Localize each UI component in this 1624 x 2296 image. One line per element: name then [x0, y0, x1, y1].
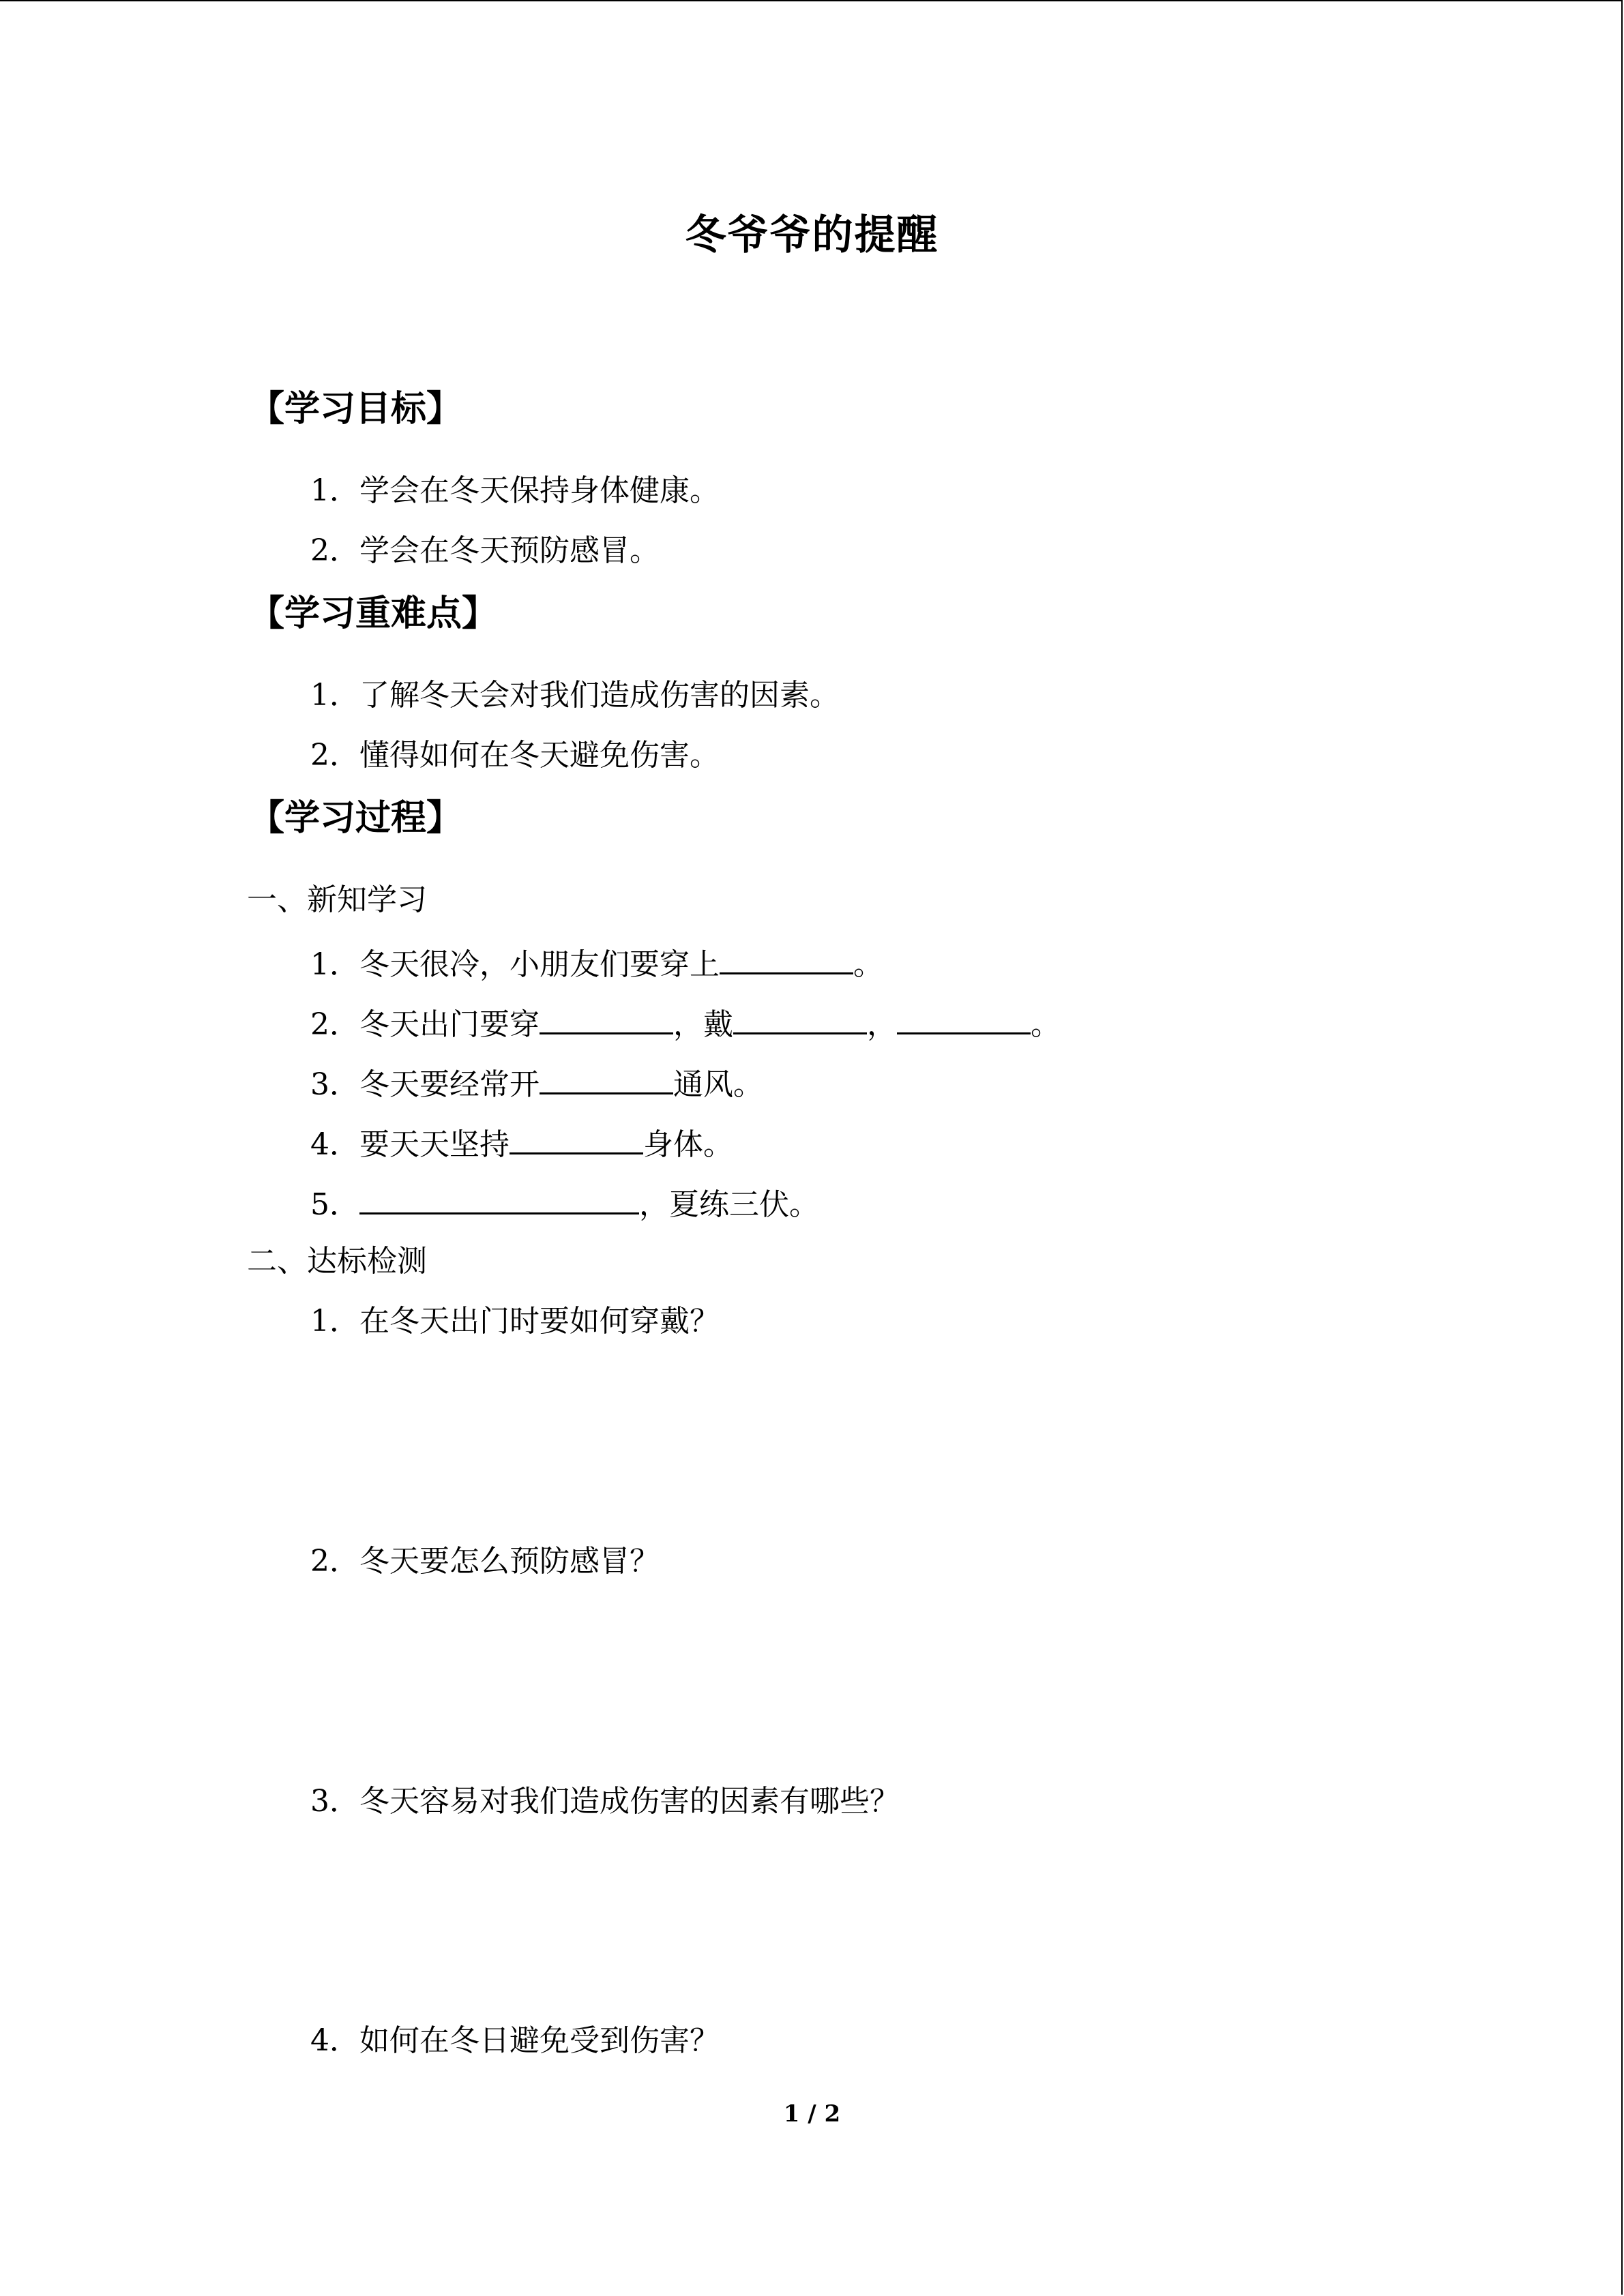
- process-heading: 【学习过程】: [249, 797, 462, 839]
- fill-question-2-text: 2．冬天出门要穿: [310, 1007, 540, 1042]
- fill-question-4-text: 4．要天天坚持: [310, 1127, 510, 1162]
- answer-blank[interactable]: [540, 1061, 673, 1094]
- fill-question-5-text: 5．: [310, 1187, 359, 1222]
- answer-blank[interactable]: [540, 1001, 673, 1034]
- assessment-heading: 二、达标检测: [247, 1244, 427, 1279]
- fill-question-1-end: 。: [853, 947, 883, 982]
- answer-blank[interactable]: [359, 1181, 639, 1214]
- fill-question-3-text: 3．冬天要经常开: [310, 1067, 540, 1102]
- objectives-heading: 【学习目标】: [249, 388, 462, 430]
- fill-question-3-end: 通风。: [673, 1067, 763, 1102]
- assessment-question-3: 3．冬天容易对我们造成伤害的因素有哪些？: [310, 1784, 900, 1819]
- answer-blank[interactable]: [733, 1001, 867, 1034]
- assessment-question-1: 1．在冬天出门时要如何穿戴？: [310, 1304, 720, 1339]
- fill-question-4: [310, 1121, 733, 1165]
- fill-question-1-text: 1．冬天很冷，小朋友们要穿上: [310, 947, 720, 982]
- key-point-item-1: 1．了解冬天会对我们造成伤害的因素。: [310, 678, 840, 713]
- fill-question-2-mid1: ，戴: [673, 1007, 733, 1042]
- key-points-heading: 【学习重难点】: [249, 593, 498, 634]
- fill-question-3: [310, 1061, 763, 1105]
- fill-question-4-end: 身体。: [643, 1127, 733, 1162]
- fill-question-1: [310, 941, 883, 985]
- key-point-item-2: 2．懂得如何在冬天避免伤害。: [310, 738, 720, 773]
- answer-blank[interactable]: [720, 941, 853, 974]
- fill-question-2: [310, 1001, 1061, 1045]
- assessment-question-2: 2．冬天要怎么预防感冒？: [310, 1544, 660, 1579]
- fill-question-2-mid2: ，: [867, 1007, 897, 1042]
- answer-blank[interactable]: [897, 1001, 1031, 1034]
- fill-question-5: [310, 1181, 819, 1225]
- document-title: 冬爷爷的提醒: [685, 211, 939, 259]
- fill-question-5-end: ，夏练三伏。: [639, 1187, 819, 1222]
- objective-item-2: 2．学会在冬天预防感冒。: [310, 533, 660, 568]
- assessment-question-4: 4．如何在冬日避免受到伤害？: [310, 2023, 720, 2058]
- objective-item-1: 1．学会在冬天保持身体健康。: [310, 473, 720, 508]
- new-knowledge-heading: 一、新知学习: [247, 882, 427, 917]
- page-number: 1 / 2: [783, 2100, 841, 2128]
- fill-question-2-end: 。: [1031, 1007, 1061, 1042]
- answer-blank[interactable]: [510, 1121, 643, 1154]
